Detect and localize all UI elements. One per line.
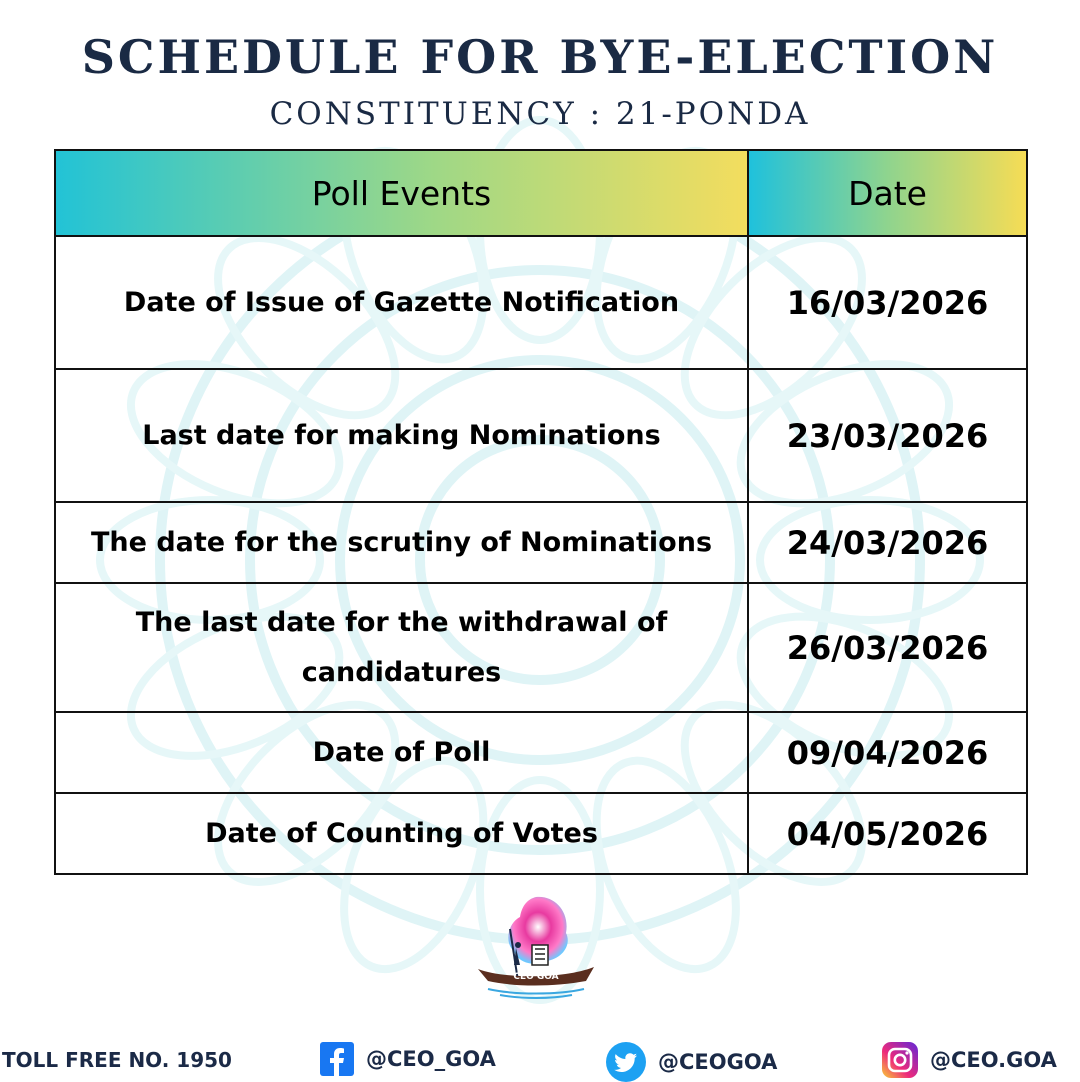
table-row: [55, 369, 1027, 502]
date-cell: 16/03/2026: [748, 236, 1027, 369]
instagram-link[interactable]: [882, 1042, 1057, 1078]
facebook-handle: @CEO_GOA: [366, 1047, 496, 1071]
logo-text: CEO GOA: [513, 972, 559, 982]
twitter-handle: @CEOGOA: [658, 1050, 778, 1074]
event-cell: Date of Issue of Gazette Notification: [55, 236, 748, 369]
event-cell: Last date for making Nominations: [55, 369, 748, 502]
table-row: [55, 793, 1027, 874]
event-cell: The last date for the withdrawal of candidatures: [55, 583, 748, 712]
facebook-icon: [320, 1042, 354, 1076]
date-cell: 26/03/2026: [748, 583, 1027, 712]
page-subtitle: CONSTITUENCY : 21-PONDA: [269, 96, 811, 132]
ceo-goa-logo: [474, 893, 598, 999]
table-row: [55, 583, 1027, 712]
date-cell: 23/03/2026: [748, 369, 1027, 502]
date-cell: 04/05/2026: [748, 793, 1027, 874]
table-header-row: [55, 150, 1027, 236]
twitter-link[interactable]: [606, 1042, 777, 1082]
footer: [0, 1040, 1080, 1080]
event-cell: Date of Counting of Votes: [55, 793, 748, 874]
toll-free-number: TOLL FREE NO. 1950: [2, 1048, 232, 1072]
page-title: SCHEDULE FOR BYE-ELECTION: [81, 30, 999, 84]
twitter-icon: [606, 1042, 646, 1082]
instagram-handle: @CEO.GOA: [930, 1048, 1057, 1072]
instagram-icon: [882, 1042, 918, 1078]
event-cell: The date for the scrutiny of Nominations: [55, 502, 748, 583]
event-cell: Date of Poll: [55, 712, 748, 793]
table-row: [55, 502, 1027, 583]
table-row: [55, 712, 1027, 793]
column-header-poll-events: Poll Events: [55, 150, 748, 236]
date-cell: 09/04/2026: [748, 712, 1027, 793]
facebook-link[interactable]: [320, 1042, 496, 1076]
table-row: [55, 236, 1027, 369]
schedule-table: [54, 149, 1028, 875]
column-header-date: Date: [748, 150, 1027, 236]
date-cell: 24/03/2026: [748, 502, 1027, 583]
